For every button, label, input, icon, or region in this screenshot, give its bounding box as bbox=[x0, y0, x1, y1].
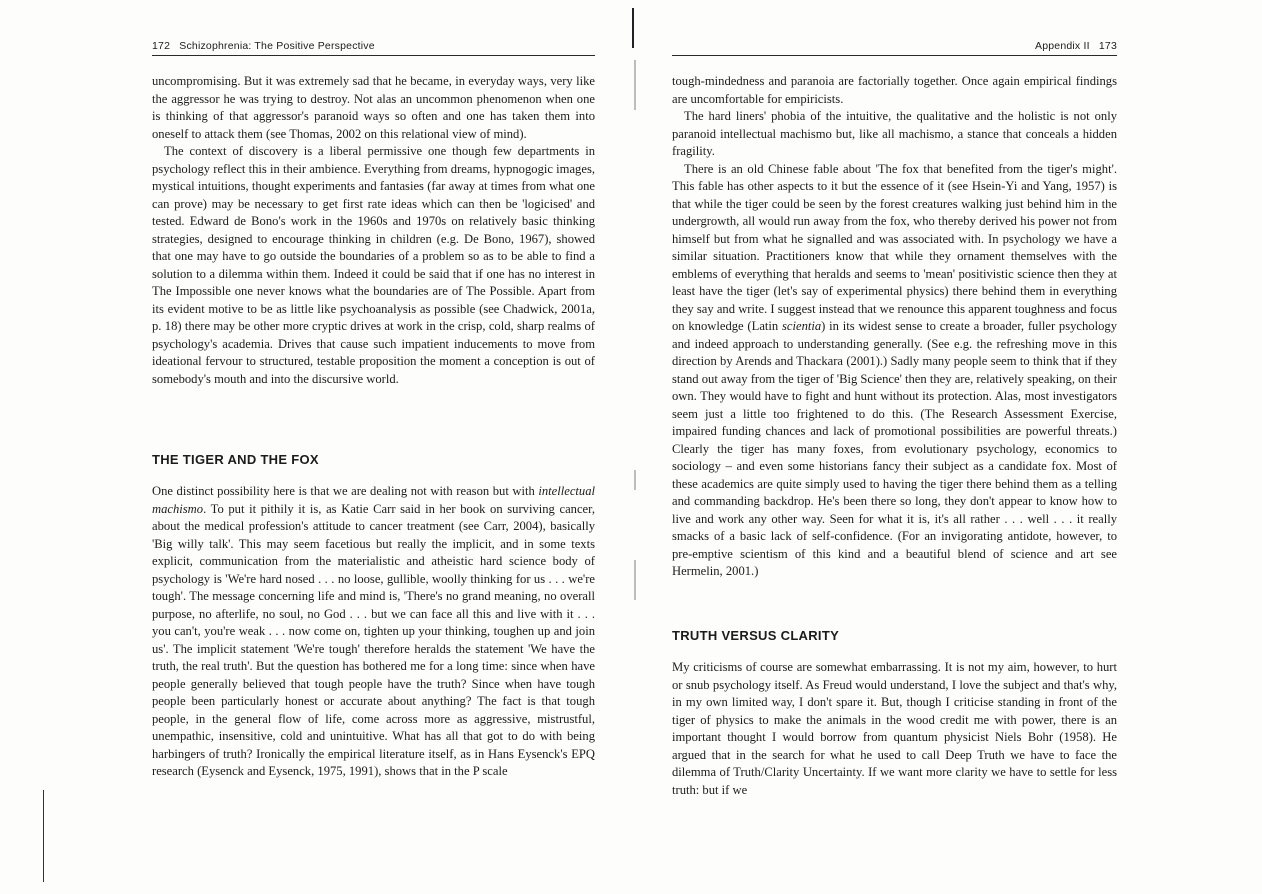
running-head-right bbox=[672, 40, 1117, 56]
italic-term: scientia bbox=[782, 319, 822, 333]
running-head-title-left: Schizophrenia: The Positive Perspective bbox=[179, 40, 375, 52]
right-text-block-2 bbox=[672, 659, 1117, 799]
paragraph: My criticisms of course are somewhat embarrassing. It is not my aim, however, to hurt or snub psychology itself. As Freud would understand, I love the subject and that's why, in my own limited way, I don't spare it. But, though I criticise standing in front of the tiger of physics to make the animals in the wood credit me with power, there is an important thought I would borrow from quantum physicist Niels Bohr (1958). He argued that in the search for what he used to call Deep Truth we have to face the dilemma of Truth/Clarity Uncertainty. If we want more clarity we have to settle for less truth: but if we bbox=[672, 660, 1117, 797]
section-heading-tiger-fox: THE TIGER AND THE FOX bbox=[152, 452, 319, 467]
left-text-block-1 bbox=[152, 73, 595, 388]
running-head-left bbox=[152, 40, 595, 56]
paragraph bbox=[152, 483, 595, 781]
page-number-left: 172 bbox=[152, 40, 171, 52]
right-page bbox=[672, 0, 1117, 894]
text-run: ) in its widest sense to create a broader, fuller psychology and indeed approach to understanding generally. (See e.g. the refreshing move in this direction by Arends and Thackara (2001).) Sadly many people seem to think that if they stand out away from the tiger of 'Big Science' then they are, relatively speaking, on their own. They would have to fight and hunt without its protection. Alas, most investigators seem just a little too frightened to do this. (The Research Assessment Exercise, impaired funding chances and lack of promotional possibilities are powerful threats.) Clearly the tiger has many foxes, from evolutionary psychology, economics to sociology – and even some historians fancy their subject as a candidate fox. Most of these academics are quite simply used to having the tiger there behind them as a telling and commanding backdrop. He's been there so long, they don't appear to know how to live and work any other way. Seen for what it is, it's all rather . . . well . . . it really smacks of a basic lack of self-confidence. (For an invigorating antidote, however, to pre-emptive scientism of this kind and a beautiful blend of science and art see Hermelin, 2001.) bbox=[672, 319, 1117, 578]
gutter-speck bbox=[634, 560, 636, 600]
section-heading-truth-clarity: TRUTH VERSUS CLARITY bbox=[672, 628, 840, 643]
paragraph: The context of discovery is a liberal permissive one though few departments in psychology reflect this in their ambience. Everything from dreams, hypnogogic images, mystical intuitions, thought experiments and fantasies (far away at times from what one can prove) may be necessary to get first rate ideas which can then be 'logicised' and tested. Edward de Bono's work in the 1960s and 1970s on relatively basic thinking strategies, designed to encourage thinking in children (e.g. De Bono, 1967), showed that one may have to go outside the boundaries of a problem so as to be able to find a solution to a dilemma within them. Indeed it could be said that if one has no interest in The Impossible one never knows what the boundaries are of The Possible. Apart from its evident motive to be as little like psychoanalysis as possible (see Chadwick, 2001a, p. 18) there may be other more cryptic drives at work in the crisp, cold, sharp realms of psychology's academia. Drives that cause such impatient inducements to move from ideational fervour to structured, testable proposition the moment a conception is out of somebody's mouth and into the discursive world. bbox=[152, 144, 595, 386]
paragraph: tough-mindedness and paranoia are factorially together. Once again empirical findings are uncomfortable for empiricists. bbox=[672, 74, 1117, 106]
gutter-speck bbox=[634, 470, 636, 490]
page-number-right: 173 bbox=[1098, 40, 1117, 52]
gutter-binding-mark bbox=[632, 8, 634, 48]
text-run: . To put it pithily it is, as Katie Carr said in her book on surviving cancer, about the medical profession's attitude to cancer treatment (see Carr, 2004), basically 'Big willy talk'. This may seem facetious but really the implicit, and in some texts explicit, communication from the materialistic and atheistic hard science body of psychology is 'We're hard nosed . . . no loose, gullible, woolly thinking for us . . . we're tough'. The message concerning life and mind is, 'There's no grand meaning, no overall purpose, no afterlife, no soul, no God . . . but we can face all this and live with it . . . you can't, you're weak . . . now come on, tighten up your thinking, toughen up and join us'. The implicit statement 'We're tough' therefore heralds the statement 'We have the truth, the real truth'. But the question has bothered me for a long time: since when have people generally believed that tough people have the truth? Since when have tough people been particularly honest or accurate about anything? The fact is that tough people, in the general flow of life, come across more as aggressive, mistrustful, unempathic, insensitive, cold and unintuitive. What has all that got to do with being harbingers of truth? Ironically the empirical literature itself, as in Hans Eysenck's EPQ research (Eysenck and Eysenck, 1975, 1991), shows that in the P scale bbox=[152, 501, 595, 778]
text-run: One distinct possibility here is that we are dealing not with reason but with bbox=[152, 484, 539, 498]
text-run: There is an old Chinese fable about 'The fox that benefited from the tiger's might'. This fable has other aspects to it but the essence of it (see Hsein-Yi and Yang, 1957) is that while the tiger could be seen by the forest creatures walking just behind him in the undergrowth, all would run away from the fox, who thereby derived his power not from himself but from what he signalled and was associated with. In psychology we have a similar situation. Practitioners know that while they ornament themselves with the emblems of everything that heralds and seems to 'mean' positivistic science then they at least have the tiger (let's say of experimental physics) there behind them in everything they say and write. I suggest instead that we renounce this apparent toughness and focus on knowledge (Latin bbox=[672, 161, 1117, 333]
left-text-block-2 bbox=[152, 483, 595, 781]
left-page bbox=[152, 0, 595, 894]
paragraph bbox=[672, 161, 1117, 581]
paragraph: The hard liners' phobia of the intuitive, the qualitative and the holistic is not only paranoid intellectual machismo but, like all machismo, a stance that conceals a hidden fragility. bbox=[672, 109, 1117, 158]
paragraph: uncompromising. But it was extremely sad that he became, in everyday ways, very like the aggressor he was trying to destroy. Not alas an uncommon phenomenon when one is thinking of that aggressor's paranoid ways so often and one has taken them into oneself to attack them (see Thomas, 2002 on this relational view of mind). bbox=[152, 74, 595, 141]
right-text-block-1 bbox=[672, 73, 1117, 581]
scan-edge-mark bbox=[43, 790, 44, 882]
italic-term: intellectual machismo bbox=[152, 484, 595, 516]
running-head-title-right: Appendix II bbox=[1035, 40, 1090, 52]
gutter-speck bbox=[634, 60, 636, 110]
